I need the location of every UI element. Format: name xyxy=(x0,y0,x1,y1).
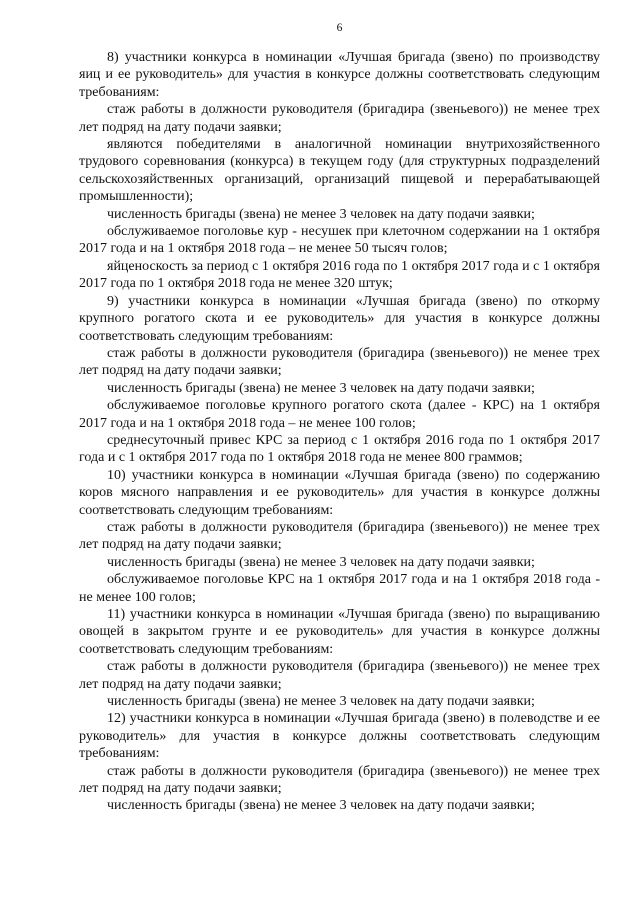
paragraph-item-9: 9) участники конкурса в номинации «Лучшая бригада (звено) по откорму крупного рогатого скота и ее руководитель» для участия в конкурсе должны соответствовать следующим требованиям: xyxy=(79,293,600,344)
paragraph: численность бригады (звена) не менее 3 человек на дату подачи заявки; xyxy=(107,694,535,710)
paragraph: обслуживаемое поголовье КРС на 1 октября 2017 года и на 1 октября 2018 года - не менее 100 голов; xyxy=(79,572,600,605)
paragraph-item-10: 10) участники конкурса в номинации «Лучшая бригада (звено) по содержанию коров мясного направления и ее руководитель» для участия в конкурсе должны соответствовать следующим требованиям: xyxy=(79,467,600,518)
document-body xyxy=(79,49,600,815)
paragraph-item-8: 8) участники конкурса в номинации «Лучшая бригада (звено) по производству яиц и ее руководитель» для участия в конкурсе должны соответствовать следующим требованиям: xyxy=(79,50,600,100)
paragraph: численность бригады (звена) не менее 3 человек на дату подачи заявки; xyxy=(107,206,535,222)
paragraph: яйценоскость за период с 1 октября 2016 года по 1 октября 2017 года и с 1 октября 2017 года по 1 октября 2018 года не менее 320 штук; xyxy=(79,258,600,292)
paragraph: стаж работы в должности руководителя (бригадира (звеньевого)) не менее трех лет подряд на дату подачи заявки; xyxy=(79,102,600,135)
paragraph: стаж работы в должности руководителя (бригадира (звеньевого)) не менее трех лет подряд на дату подачи заявки; xyxy=(79,659,600,692)
paragraph: являются победителями в аналогичной номинации внутрихозяйственного трудового соревнования (конкурса) в текущем году (для структурных подразделений сельскохозяйственных организаций, организаций пищевой и перерабатывающей промышленности); xyxy=(79,137,600,205)
paragraph: численность бригады (звена) не менее 3 человек на дату подачи заявки; xyxy=(107,798,535,814)
page-number: 6 xyxy=(336,22,343,34)
paragraph: стаж работы в должности руководителя (бригадира (звеньевого)) не менее трех лет подряд на дату подачи заявки; xyxy=(79,519,600,553)
paragraph-item-11: 11) участники конкурса в номинации «Лучшая бригада (звено) по выращиванию овощей в закрытом грунте и ее руководитель» для участия в конкурсе должны соответствовать следующим требованиям: xyxy=(79,607,600,657)
paragraph: среднесуточный привес КРС за период с 1 октября 2016 года по 1 октября 2017 года и с 1 октября 2017 года по 1 октября 2018 года не менее 800 граммов; xyxy=(79,432,600,466)
paragraph-item-12: 12) участники конкурса в номинации «Лучшая бригада (звено) в полеводстве и ее руководитель» для участия в конкурсе должны соответствовать следующим требованиям: xyxy=(79,711,600,762)
paragraph: стаж работы в должности руководителя (бригадира (звеньевого)) не менее трех лет подряд на дату подачи заявки; xyxy=(79,345,600,379)
paragraph: стаж работы в должности руководителя (бригадира (звеньевого)) не менее трех лет подряд на дату подачи заявки; xyxy=(79,763,600,797)
paragraph: обслуживаемое поголовье кур - несушек при клеточном содержании на 1 октября 2017 года и на 1 октября 2018 года – не менее 50 тысяч голов; xyxy=(79,224,600,257)
paragraph: численность бригады (звена) не менее 3 человек на дату подачи заявки; xyxy=(107,554,535,570)
paragraph: обслуживаемое поголовье крупного рогатого скота (далее - КРС) на 1 октября 2017 года и на 1 октября 2018 года – не менее 100 голов; xyxy=(79,398,600,431)
paragraph: численность бригады (звена) не менее 3 человек на дату подачи заявки; xyxy=(107,380,535,396)
